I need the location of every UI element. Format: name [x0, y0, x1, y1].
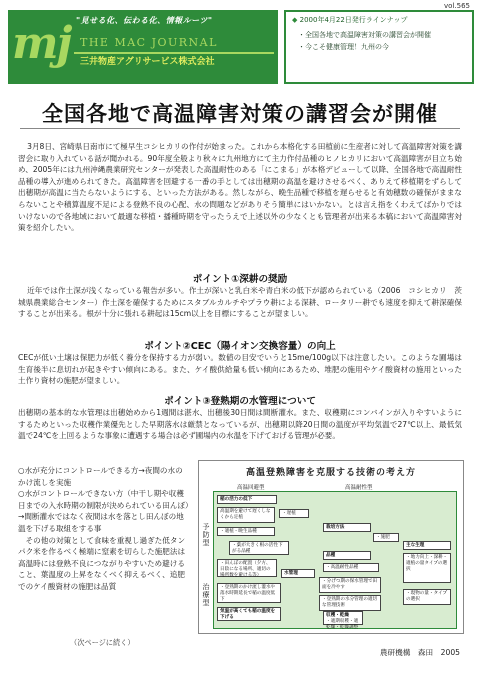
other-measures: その他の対策として食味を重視し過ぎた低タンパク米を作るべく極端に窒素を切らした施肥法は高温時には登熟不良につながりやすいため避けること、葉温度の上昇をなくべく抑えるべく、追肥でのケイ酸資材の施肥は品質	[18, 535, 186, 591]
diagram-box: ・現物の量・タイプの選択	[403, 589, 451, 605]
section-paragraph-3: 出穂期の基本的な水管理は出穂始めから1週間は湛水、出穂後30日間は間断灌水。また、収穫期にコンバインが入りやすいようにするためといった収穫作業優先とした早期落水は厳禁となっているが、出穂期以降20日間の温度が平均気温で27℃以上、最低気温で24℃を上回るような事象に遭遇する場合は必ず圃場内の水温を下げておげる管理が必要。	[18, 408, 462, 441]
company-name: 三井物産アグリサービス株式会社	[80, 57, 215, 67]
logo-slogan: "見せる化、伝わる化、情報ルーツ"	[76, 16, 213, 25]
section-heading-2: ポイント②CEC（陽イオン交換容量）の向上	[144, 341, 336, 352]
diagram-box: ・適植・晩生品種	[217, 527, 275, 536]
lineup-item: ・今こそ健康管理！九州の今	[298, 43, 389, 51]
left-column-text	[18, 465, 190, 593]
diagram-box: ・登熟期の水分管理の適切な管理技術	[319, 595, 381, 611]
figure-credit: 農研機構 森田 2005	[379, 648, 460, 657]
diagram-box: ・地力向上・深耕・適植の量タイプの選択	[403, 553, 451, 583]
water-control-no: ○水がコントロールできない方（中干し期や収穫日までの入水時期の制限が決められている田んぼ）→間断灌水ではなく夜間は水を落とし田んぼの地温を下げる取組をする事	[18, 489, 189, 533]
masthead	[8, 10, 474, 84]
journal-title: THE MAC JOURNAL	[80, 36, 218, 49]
lineup-heading: 2000年4月22日発行ラインナップ	[299, 16, 408, 24]
diamond-icon: ◆	[292, 16, 298, 24]
lineup-list	[292, 29, 466, 53]
divider	[20, 128, 460, 129]
volume-number: vol.565	[444, 2, 470, 10]
continued-note: （次ページに続く）	[70, 638, 135, 647]
lineup-item: ・全国各地で高温障害対策の講習会が開催	[298, 31, 431, 39]
diagram-title: 高温登熟障害を克服する技術の考え方	[245, 468, 416, 478]
diagram-box: ・高温耐性品種	[323, 563, 379, 572]
diagram-box: 栽培方法	[323, 523, 371, 532]
side-label-preventive: 予防型	[202, 523, 210, 547]
diagram-box: ・分げつ期の保水管理で田面を冷やす	[319, 577, 381, 593]
diagram-box: ・遅植	[279, 509, 309, 518]
diagram-box: ・施肥	[373, 533, 399, 542]
diagram-box: 品種	[323, 551, 371, 560]
article-title: 全国各地で高温障害対策の講習会が開催	[42, 102, 438, 126]
diagram-box: 稲の活力の低下	[217, 495, 277, 504]
diagram-box: ・田んぼの配置（夕方、日陰になる場所、適切の場所数を避ける等）	[217, 559, 277, 577]
diagram-box: 主な生理	[403, 541, 451, 550]
side-label-curative: 治療型	[202, 583, 210, 607]
logo-mark: mj	[12, 18, 71, 69]
diagram-box: 高温期を避けて遅くしなくから定植	[217, 507, 275, 523]
journal-logo	[8, 10, 278, 84]
section-heading-1: ポイント①深耕の奨励	[192, 274, 288, 285]
intro-paragraph: 3月8日、宮崎県日南市にて極早生コシヒカリの作付が始まった。これから本格化する田植前に生産者に対して高温障害対策を講習会に取り入れている話が聞かれる。90年度全般より秋々に九州地方にて主力作付品種のヒノヒカリにおいて高温障害が目立ち始め、2005年には九州沖縄農業研究センターが発表した高温耐性のある「にこまる」が本格デビューして以降、全国各地で高温耐性品種の導入が進められてきた。高温障害を回避する一番の手としては出穂期の高温を避けさせるべく、ありえて移植期をずらして出穂期が高温に当たらないようにする、といった方法がある。然しながら、晩生品種で移植を遅らせると有効穂数の確保がままならないことや積算温度不足による登熟不良の心配、水の問題などがありそう簡単にはいかない。とは言え指をくわえてばかりではいけないので各地域において最適な移植・播種時期を守ったうえで上述以外の少なくとも管理者が出来る本稿において高温障害対策を紹介したい。	[18, 142, 463, 233]
diagram-box: ・葉が大きく根の活性下がる品種	[229, 541, 289, 555]
section-heading-3: ポイント③登熟期の水管理について	[164, 396, 316, 407]
diagram-box: 気温が高くても稲の温度を下げる	[217, 607, 281, 621]
diagram-box: ・登熟期のかけ流し灌水や落水時期延長で稲の温度低下	[217, 583, 281, 603]
technique-diagram	[198, 460, 464, 634]
diagram-box: 水管理	[281, 569, 315, 578]
section-paragraph-1: 近年では作土深が浅くなっている報告が多い。作土が深いと乳白米や青白米の低下が認められている（2006 コシヒカリ 茨城県農業総合センター）作土深を確保するためにスタブルカルチやプラウ耕による深耕、ロータリー耕でも速度を抑えて耕深確保することが出来る。根が十分に張れる耕起は15cm以上を目標にすることが望ましい。	[18, 286, 462, 319]
water-control-yes: ○水が充分にコントロールできる方→夜間の水のかけ流しを実施	[18, 466, 183, 487]
section-paragraph-2: CECが低い土壌は保肥力が低く養分を保持する力が弱い。数値の目安でいうと15me/100g以下は注意したい。このような圃場は生育後半に息切れが起きやすい傾向にある。また、ケイ酸供給量も低い傾向にあるため、堆肥の施用やケイ酸資材の施用といった土作り資材の施肥が望ましい。	[18, 353, 462, 386]
column-label-avoid: 高温回避型	[237, 485, 265, 491]
diagram-box: 収穫・乾燥 ・適期収穫・適乾燥・乾燥調整	[323, 611, 363, 625]
column-label-tolerant: 高温耐性型	[345, 485, 373, 491]
issue-lineup	[284, 10, 474, 84]
